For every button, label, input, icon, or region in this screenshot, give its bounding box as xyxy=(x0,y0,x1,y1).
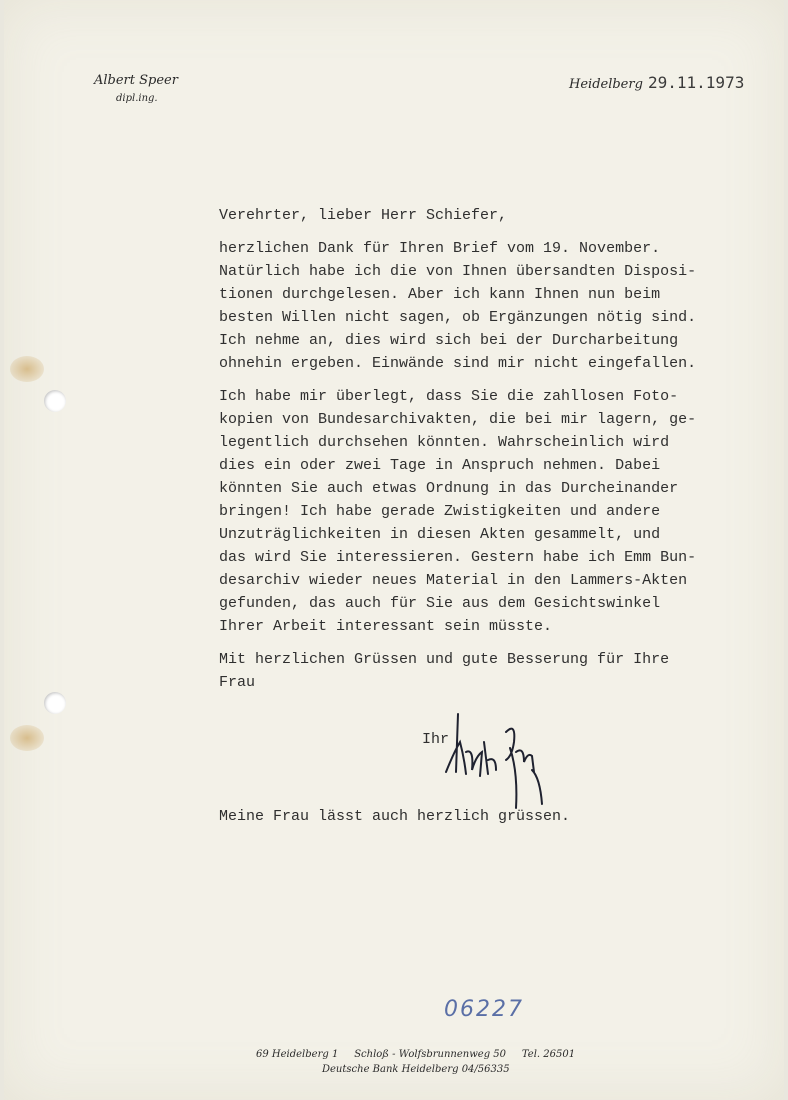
text-line: Unzuträglichkeiten in diesen Akten gesammelt, und xyxy=(219,526,661,543)
text-line: gefunden, das auch für Sie aus dem Gesichtswinkel xyxy=(219,595,661,612)
text-line: desarchiv wieder neues Material in den Lammers-Akten xyxy=(219,572,688,589)
postscript: Meine Frau lässt auch herzlich grüssen. xyxy=(219,808,571,825)
text-line: Frau xyxy=(219,674,256,691)
text-line: das wird Sie interessieren. Gestern habe ich Emm Bun- xyxy=(219,549,697,566)
salutation-line: Verehrter, lieber Herr Schiefer, xyxy=(219,207,508,224)
paragraph-3 xyxy=(219,648,749,694)
closing: Ihr xyxy=(422,731,450,748)
letter-body xyxy=(219,204,749,704)
text-line: Ich nehme an, dies wird sich bei der Durcharbeitung xyxy=(219,332,679,349)
footer-bank: Deutsche Bank Heidelberg 04/56335 xyxy=(322,1064,510,1075)
text-line: Ich habe mir überlegt, dass Sie die zahllosen Foto- xyxy=(219,388,679,405)
text-line: besten Willen nicht sagen, ob Ergänzungen nötig sind. xyxy=(219,309,697,326)
footer-address: 69 Heidelberg 1 Schloß - Wolfsbrunnenweg 50 Tel. 26501 xyxy=(256,1049,576,1060)
text-line: dies ein oder zwei Tage in Anspruch nehmen. Dabei xyxy=(219,457,661,474)
punch-hole xyxy=(44,390,66,412)
handwritten-signature xyxy=(444,712,554,812)
letter-date: 29.11.1973 xyxy=(648,73,745,92)
text-line: legentlich durchsehen könnten. Wahrscheinlich wird xyxy=(219,434,670,451)
letter-page xyxy=(4,0,784,1100)
text-line: kopien von Bundesarchivakten, die bei mir lagern, ge- xyxy=(219,411,697,428)
paragraph-2 xyxy=(219,385,749,638)
text-line: Mit herzlichen Grüssen und gute Besserung für Ihre xyxy=(219,651,670,668)
punch-hole xyxy=(44,692,66,714)
text-line: herzlichen Dank für Ihren Brief vom 19. November. xyxy=(219,240,661,257)
text-line: tionen durchgelesen. Aber ich kann Ihnen nun beim xyxy=(219,286,661,303)
letter-place: Heidelberg xyxy=(569,77,643,92)
sender-name: Albert Speer xyxy=(94,73,178,88)
text-line: Natürlich habe ich die von Ihnen übersandten Disposi- xyxy=(219,263,697,280)
water-stain xyxy=(10,356,44,382)
paragraph-1 xyxy=(219,237,749,375)
text-line: Ihrer Arbeit interessant sein müsste. xyxy=(219,618,553,635)
archive-number: 06227 xyxy=(444,997,524,1022)
text-line: ohnehin ergeben. Einwände sind mir nicht eingefallen. xyxy=(219,355,697,372)
text-line: bringen! Ich habe gerade Zwistigkeiten und andere xyxy=(219,503,661,520)
text-line: könnten Sie auch etwas Ordnung in das Durcheinander xyxy=(219,480,679,497)
water-stain xyxy=(10,725,44,751)
salutation xyxy=(219,204,749,227)
sender-title: dipl.ing. xyxy=(116,93,158,104)
